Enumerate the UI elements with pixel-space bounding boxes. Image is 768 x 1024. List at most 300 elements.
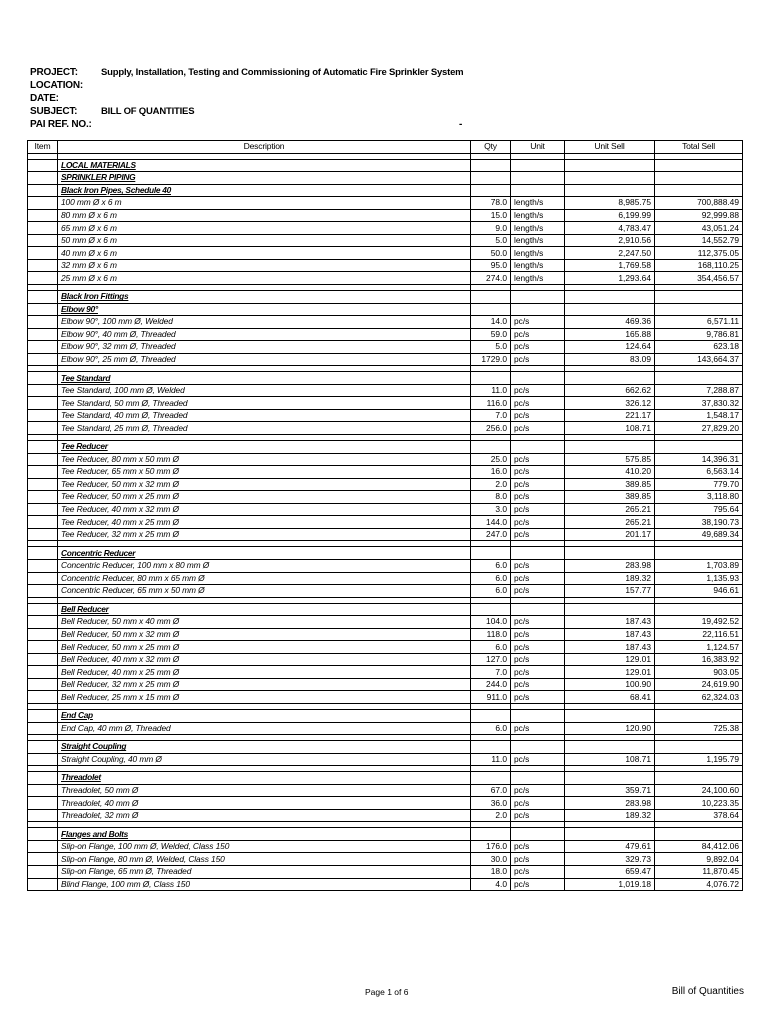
qty-cell — [471, 547, 511, 560]
item-cell — [28, 628, 58, 641]
unit-cell — [511, 603, 565, 616]
item-cell — [28, 547, 58, 560]
unit-cell: length/s — [511, 247, 565, 260]
table-row — [28, 209, 743, 222]
total-sell-cell: 354,456.57 — [655, 272, 743, 285]
table-row — [28, 559, 743, 572]
description-cell: 50 mm Ø x 6 m — [58, 234, 471, 247]
qty-cell: 6.0 — [471, 559, 511, 572]
qty-cell: 6.0 — [471, 641, 511, 654]
item-cell — [28, 184, 58, 197]
unit-sell-cell: 157.77 — [565, 585, 655, 598]
table-row — [28, 328, 743, 341]
description-cell: Concentric Reducer, 65 mm x 50 mm Ø — [58, 585, 471, 598]
description-cell: Bell Reducer, 32 mm x 25 mm Ø — [58, 678, 471, 691]
item-cell — [28, 653, 58, 666]
description-cell: Tee Reducer, 65 mm x 50 mm Ø — [58, 466, 471, 479]
unit-sell-cell — [565, 709, 655, 722]
item-cell — [28, 453, 58, 466]
qty-cell: 6.0 — [471, 722, 511, 735]
unit-sell-cell: 389.85 — [565, 491, 655, 504]
unit-cell — [511, 741, 565, 754]
section-heading-row — [28, 709, 743, 722]
total-sell-cell: 3,118.80 — [655, 491, 743, 504]
unit-sell-cell: 68.41 — [565, 691, 655, 704]
description-cell: Bell Reducer — [58, 603, 471, 616]
qty-cell: 7.0 — [471, 666, 511, 679]
description-cell: Elbow 90°, 100 mm Ø, Welded — [58, 316, 471, 329]
unit-sell-cell: 265.21 — [565, 516, 655, 529]
description-cell: Slip-on Flange, 100 mm Ø, Welded, Class 150 — [58, 840, 471, 853]
item-cell — [28, 491, 58, 504]
qty-cell — [471, 741, 511, 754]
qty-cell: 11.0 — [471, 384, 511, 397]
unit-sell-cell: 283.98 — [565, 559, 655, 572]
unit-cell: pc/s — [511, 641, 565, 654]
unit-cell: pc/s — [511, 691, 565, 704]
unit-cell: pc/s — [511, 585, 565, 598]
qty-cell: 6.0 — [471, 585, 511, 598]
qty-cell: 50.0 — [471, 247, 511, 260]
item-cell — [28, 691, 58, 704]
table-row — [28, 865, 743, 878]
table-row — [28, 797, 743, 810]
description-cell: Tee Reducer — [58, 441, 471, 454]
unit-sell-cell: 108.71 — [565, 753, 655, 766]
total-sell-cell: 24,619.90 — [655, 678, 743, 691]
qty-cell — [471, 291, 511, 304]
qty-cell: 104.0 — [471, 616, 511, 629]
item-cell — [28, 197, 58, 210]
total-sell-cell: 22,116.51 — [655, 628, 743, 641]
section-heading-row — [28, 547, 743, 560]
project-value: Supply, Installation, Testing and Commissioning of Automatic Fire Sprinkler System — [101, 67, 464, 78]
unit-cell: pc/s — [511, 678, 565, 691]
qty-cell — [471, 772, 511, 785]
description-cell: Slip-on Flange, 65 mm Ø, Threaded — [58, 865, 471, 878]
item-cell — [28, 753, 58, 766]
item-cell — [28, 616, 58, 629]
description-cell: Tee Reducer, 80 mm x 50 mm Ø — [58, 453, 471, 466]
total-sell-cell — [655, 547, 743, 560]
total-sell-cell: 24,100.60 — [655, 784, 743, 797]
unit-cell: pc/s — [511, 503, 565, 516]
total-sell-cell — [655, 741, 743, 754]
unit-cell — [511, 372, 565, 385]
unit-sell-cell: 4,783.47 — [565, 222, 655, 235]
section-heading-row — [28, 303, 743, 316]
unit-cell — [511, 291, 565, 304]
unit-cell: pc/s — [511, 784, 565, 797]
unit-sell-cell: 359.71 — [565, 784, 655, 797]
unit-sell-cell — [565, 372, 655, 385]
page-number: Page 1 of 6 — [365, 987, 409, 997]
qty-cell: 2.0 — [471, 809, 511, 822]
unit-cell: pc/s — [511, 516, 565, 529]
qty-cell: 16.0 — [471, 466, 511, 479]
total-sell-cell: 49,689.34 — [655, 528, 743, 541]
table-row — [28, 784, 743, 797]
qty-cell: 36.0 — [471, 797, 511, 810]
table-row — [28, 878, 743, 891]
total-sell-cell: 92,999.88 — [655, 209, 743, 222]
section-heading-row — [28, 603, 743, 616]
item-cell — [28, 853, 58, 866]
total-sell-cell: 112,375.05 — [655, 247, 743, 260]
qty-cell: 274.0 — [471, 272, 511, 285]
qty-cell: 95.0 — [471, 259, 511, 272]
unit-sell-cell — [565, 772, 655, 785]
unit-cell: pc/s — [511, 466, 565, 479]
unit-cell: pc/s — [511, 840, 565, 853]
unit-sell-cell: 189.32 — [565, 572, 655, 585]
unit-sell-cell: 187.43 — [565, 641, 655, 654]
description-cell: Elbow 90°, 32 mm Ø, Threaded — [58, 341, 471, 354]
item-cell — [28, 409, 58, 422]
qty-cell: 11.0 — [471, 753, 511, 766]
unit-sell-cell: 2,247.50 — [565, 247, 655, 260]
unit-cell: pc/s — [511, 328, 565, 341]
unit-cell: pc/s — [511, 341, 565, 354]
total-sell-cell: 16,383.92 — [655, 653, 743, 666]
total-sell-cell: 62,324.03 — [655, 691, 743, 704]
description-cell: Bell Reducer, 50 mm x 40 mm Ø — [58, 616, 471, 629]
qty-cell: 247.0 — [471, 528, 511, 541]
table-row — [28, 516, 743, 529]
qty-cell — [471, 441, 511, 454]
unit-cell: pc/s — [511, 397, 565, 410]
col-header-item: Item — [28, 141, 58, 154]
table-row — [28, 259, 743, 272]
item-cell — [28, 291, 58, 304]
description-cell: Bell Reducer, 40 mm x 32 mm Ø — [58, 653, 471, 666]
total-sell-cell: 1,124.57 — [655, 641, 743, 654]
section-heading-row — [28, 184, 743, 197]
description-cell: Blind Flange, 100 mm Ø, Class 150 — [58, 878, 471, 891]
table-row — [28, 272, 743, 285]
table-row — [28, 722, 743, 735]
unit-cell: pc/s — [511, 528, 565, 541]
qty-cell: 14.0 — [471, 316, 511, 329]
section-heading-row — [28, 159, 743, 172]
qty-cell — [471, 709, 511, 722]
description-cell: Straight Coupling — [58, 741, 471, 754]
item-cell — [28, 222, 58, 235]
unit-cell: pc/s — [511, 409, 565, 422]
unit-sell-cell — [565, 159, 655, 172]
total-sell-cell — [655, 772, 743, 785]
table-row — [28, 247, 743, 260]
table-row — [28, 316, 743, 329]
unit-sell-cell: 265.21 — [565, 503, 655, 516]
qty-cell: 30.0 — [471, 853, 511, 866]
total-sell-cell: 1,135.93 — [655, 572, 743, 585]
unit-cell: pc/s — [511, 865, 565, 878]
description-cell: Straight Coupling, 40 mm Ø — [58, 753, 471, 766]
unit-cell: pc/s — [511, 453, 565, 466]
table-row — [28, 853, 743, 866]
qty-cell: 2.0 — [471, 478, 511, 491]
qty-cell: 244.0 — [471, 678, 511, 691]
table-row — [28, 653, 743, 666]
unit-sell-cell — [565, 291, 655, 304]
unit-cell: pc/s — [511, 491, 565, 504]
unit-sell-cell: 129.01 — [565, 653, 655, 666]
qty-cell: 1729.0 — [471, 353, 511, 366]
total-sell-cell: 903.05 — [655, 666, 743, 679]
item-cell — [28, 809, 58, 822]
total-sell-cell: 11,870.45 — [655, 865, 743, 878]
unit-sell-cell: 1,293.64 — [565, 272, 655, 285]
item-cell — [28, 328, 58, 341]
description-cell: Black Iron Pipes, Schedule 40 — [58, 184, 471, 197]
table-row — [28, 234, 743, 247]
qty-cell: 59.0 — [471, 328, 511, 341]
unit-sell-cell — [565, 172, 655, 185]
total-sell-cell: 168,110.25 — [655, 259, 743, 272]
description-cell: Bell Reducer, 25 mm x 15 mm Ø — [58, 691, 471, 704]
item-cell — [28, 478, 58, 491]
total-sell-cell: 378.64 — [655, 809, 743, 822]
unit-sell-cell: 1,019.18 — [565, 878, 655, 891]
description-cell: Tee Reducer, 50 mm x 32 mm Ø — [58, 478, 471, 491]
description-cell: Tee Standard, 25 mm Ø, Threaded — [58, 422, 471, 435]
item-cell — [28, 528, 58, 541]
location-label: LOCATION: — [30, 80, 84, 91]
unit-cell — [511, 547, 565, 560]
description-cell: Flanges and Bolts — [58, 828, 471, 841]
item-cell — [28, 878, 58, 891]
total-sell-cell — [655, 184, 743, 197]
unit-sell-cell: 83.09 — [565, 353, 655, 366]
item-cell — [28, 422, 58, 435]
unit-sell-cell: 165.88 — [565, 328, 655, 341]
table-row — [28, 353, 743, 366]
description-cell: 32 mm Ø x 6 m — [58, 259, 471, 272]
unit-sell-cell: 326.12 — [565, 397, 655, 410]
unit-cell: length/s — [511, 259, 565, 272]
table-row — [28, 691, 743, 704]
description-cell: Tee Reducer, 50 mm x 25 mm Ø — [58, 491, 471, 504]
qty-cell — [471, 159, 511, 172]
item-cell — [28, 641, 58, 654]
total-sell-cell: 9,786.81 — [655, 328, 743, 341]
col-header-total-sell: Total Sell — [655, 141, 743, 154]
unit-cell: pc/s — [511, 559, 565, 572]
description-cell: LOCAL MATERIALS — [58, 159, 471, 172]
description-cell: Threadolet, 50 mm Ø — [58, 784, 471, 797]
unit-sell-cell — [565, 828, 655, 841]
unit-sell-cell: 575.85 — [565, 453, 655, 466]
description-cell: Tee Standard, 40 mm Ø, Threaded — [58, 409, 471, 422]
project-label: PROJECT: — [30, 67, 78, 78]
unit-sell-cell: 6,199.99 — [565, 209, 655, 222]
description-cell: 25 mm Ø x 6 m — [58, 272, 471, 285]
unit-cell: length/s — [511, 209, 565, 222]
description-cell: Black Iron Fittings — [58, 291, 471, 304]
unit-cell: length/s — [511, 272, 565, 285]
qty-cell: 78.0 — [471, 197, 511, 210]
unit-sell-cell: 410.20 — [565, 466, 655, 479]
qty-cell: 8.0 — [471, 491, 511, 504]
qty-cell: 7.0 — [471, 409, 511, 422]
qty-cell: 116.0 — [471, 397, 511, 410]
unit-sell-cell: 108.71 — [565, 422, 655, 435]
total-sell-cell — [655, 291, 743, 304]
item-cell — [28, 234, 58, 247]
total-sell-cell: 143,664.37 — [655, 353, 743, 366]
unit-cell: pc/s — [511, 853, 565, 866]
item-cell — [28, 372, 58, 385]
unit-cell: pc/s — [511, 628, 565, 641]
unit-sell-cell — [565, 741, 655, 754]
unit-sell-cell: 469.36 — [565, 316, 655, 329]
col-header-unit-sell: Unit Sell — [565, 141, 655, 154]
description-cell: Bell Reducer, 40 mm x 25 mm Ø — [58, 666, 471, 679]
unit-cell: pc/s — [511, 653, 565, 666]
item-cell — [28, 559, 58, 572]
pai-ref-label: PAI REF. NO.: — [30, 119, 92, 130]
qty-cell: 911.0 — [471, 691, 511, 704]
col-header-unit: Unit — [511, 141, 565, 154]
total-sell-cell: 37,830.32 — [655, 397, 743, 410]
item-cell — [28, 722, 58, 735]
total-sell-cell: 6,571.11 — [655, 316, 743, 329]
item-cell — [28, 259, 58, 272]
total-sell-cell — [655, 372, 743, 385]
unit-cell — [511, 159, 565, 172]
item-cell — [28, 797, 58, 810]
item-cell — [28, 784, 58, 797]
bill-of-quantities-table — [27, 140, 743, 891]
item-cell — [28, 503, 58, 516]
item-cell — [28, 603, 58, 616]
section-heading-row — [28, 172, 743, 185]
total-sell-cell: 10,223.35 — [655, 797, 743, 810]
item-cell — [28, 678, 58, 691]
unit-cell: pc/s — [511, 666, 565, 679]
qty-cell: 4.0 — [471, 878, 511, 891]
total-sell-cell: 795.64 — [655, 503, 743, 516]
table-row — [28, 840, 743, 853]
table-row — [28, 753, 743, 766]
item-cell — [28, 247, 58, 260]
description-cell: Concentric Reducer — [58, 547, 471, 560]
description-cell: Concentric Reducer, 100 mm x 80 mm Ø — [58, 559, 471, 572]
item-cell — [28, 397, 58, 410]
qty-cell — [471, 184, 511, 197]
item-cell — [28, 466, 58, 479]
unit-sell-cell — [565, 603, 655, 616]
table-row — [28, 422, 743, 435]
item-cell — [28, 303, 58, 316]
unit-cell — [511, 172, 565, 185]
table-row — [28, 341, 743, 354]
unit-sell-cell: 189.32 — [565, 809, 655, 822]
description-cell: End Cap, 40 mm Ø, Threaded — [58, 722, 471, 735]
section-heading-row — [28, 372, 743, 385]
table-row — [28, 666, 743, 679]
unit-cell: pc/s — [511, 478, 565, 491]
table-row — [28, 453, 743, 466]
total-sell-cell: 19,492.52 — [655, 616, 743, 629]
description-cell: Elbow 90°, 25 mm Ø, Threaded — [58, 353, 471, 366]
item-cell — [28, 572, 58, 585]
total-sell-cell: 38,190.73 — [655, 516, 743, 529]
description-cell: Threadolet, 32 mm Ø — [58, 809, 471, 822]
unit-sell-cell: 187.43 — [565, 628, 655, 641]
total-sell-cell: 700,888.49 — [655, 197, 743, 210]
table-row — [28, 585, 743, 598]
qty-cell: 118.0 — [471, 628, 511, 641]
item-cell — [28, 840, 58, 853]
unit-cell — [511, 828, 565, 841]
unit-sell-cell: 187.43 — [565, 616, 655, 629]
table-row — [28, 222, 743, 235]
description-cell: Bell Reducer, 50 mm x 32 mm Ø — [58, 628, 471, 641]
description-cell: Tee Reducer, 32 mm x 25 mm Ø — [58, 528, 471, 541]
unit-cell — [511, 441, 565, 454]
unit-sell-cell: 201.17 — [565, 528, 655, 541]
item-cell — [28, 865, 58, 878]
unit-cell: pc/s — [511, 722, 565, 735]
description-cell: Elbow 90° — [58, 303, 471, 316]
item-cell — [28, 585, 58, 598]
table-header-row — [28, 141, 743, 154]
total-sell-cell — [655, 172, 743, 185]
unit-cell: pc/s — [511, 753, 565, 766]
item-cell — [28, 384, 58, 397]
unit-sell-cell: 659.47 — [565, 865, 655, 878]
table-row — [28, 572, 743, 585]
qty-cell — [471, 828, 511, 841]
col-header-qty: Qty — [471, 141, 511, 154]
unit-sell-cell — [565, 184, 655, 197]
qty-cell — [471, 303, 511, 316]
description-cell: Bell Reducer, 50 mm x 25 mm Ø — [58, 641, 471, 654]
unit-cell: pc/s — [511, 572, 565, 585]
item-cell — [28, 353, 58, 366]
total-sell-cell: 7,288.87 — [655, 384, 743, 397]
table-row — [28, 528, 743, 541]
table-row — [28, 678, 743, 691]
description-cell: Tee Reducer, 40 mm x 25 mm Ø — [58, 516, 471, 529]
qty-cell: 6.0 — [471, 572, 511, 585]
unit-sell-cell: 129.01 — [565, 666, 655, 679]
total-sell-cell: 623.18 — [655, 341, 743, 354]
description-cell: Slip-on Flange, 80 mm Ø, Welded, Class 150 — [58, 853, 471, 866]
description-cell: 100 mm Ø x 6 m — [58, 197, 471, 210]
total-sell-cell: 9,892.04 — [655, 853, 743, 866]
section-heading-row — [28, 741, 743, 754]
table-body — [28, 153, 743, 891]
col-header-description: Description — [58, 141, 471, 154]
qty-cell: 67.0 — [471, 784, 511, 797]
item-cell — [28, 709, 58, 722]
unit-cell: pc/s — [511, 616, 565, 629]
unit-sell-cell: 283.98 — [565, 797, 655, 810]
unit-sell-cell: 100.90 — [565, 678, 655, 691]
item-cell — [28, 316, 58, 329]
unit-sell-cell — [565, 547, 655, 560]
unit-sell-cell: 8,985.75 — [565, 197, 655, 210]
description-cell: Tee Standard — [58, 372, 471, 385]
unit-cell: pc/s — [511, 797, 565, 810]
unit-cell: pc/s — [511, 809, 565, 822]
unit-cell: pc/s — [511, 353, 565, 366]
item-cell — [28, 172, 58, 185]
total-sell-cell — [655, 828, 743, 841]
